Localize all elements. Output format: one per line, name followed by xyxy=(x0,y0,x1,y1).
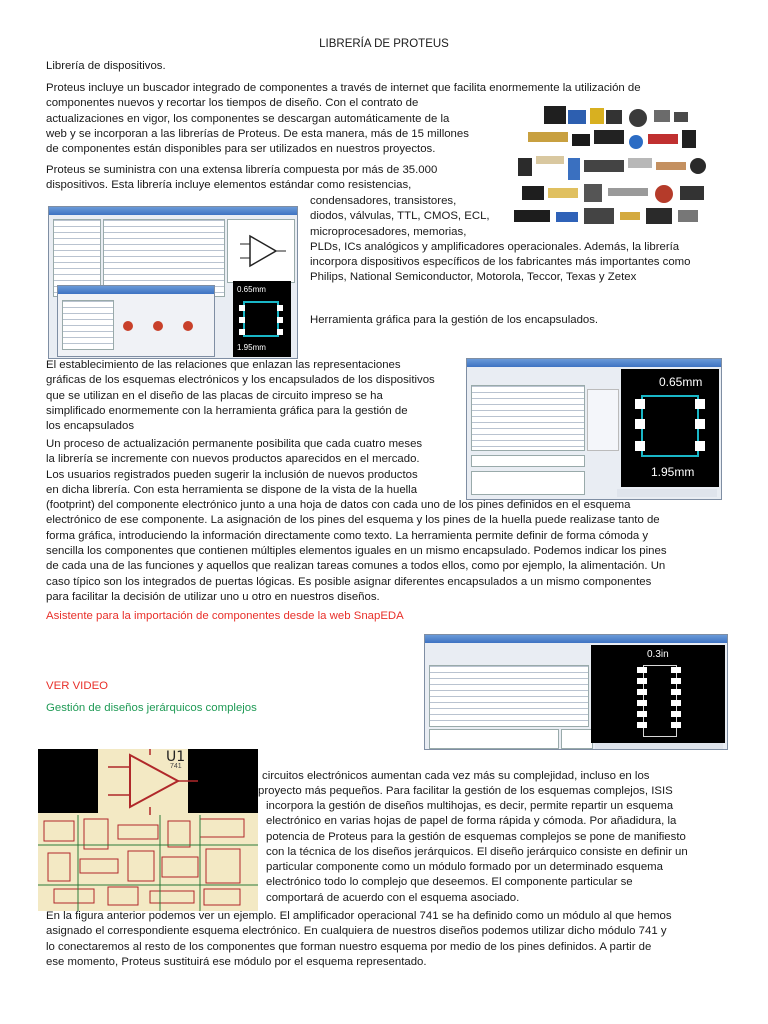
text-line: microprocesadores, memorias, xyxy=(310,225,467,238)
footprint-view xyxy=(591,645,725,743)
paragraph-library-size xyxy=(46,163,502,194)
library-browser-screenshot xyxy=(48,206,298,359)
module-label: U1 xyxy=(166,749,186,765)
paragraph-hierarchical-design xyxy=(258,769,727,800)
text-line: potencia de Proteus para la gestión de esquemas complejos se pone de manifiesto xyxy=(266,830,686,843)
text-line: forma gráfica, introduciendo la información directamente como texto. La herramienta permite definir de forma cómoda y xyxy=(46,529,649,542)
text-line: electrónico todo lo complejo que deseemos. El componente particular se xyxy=(266,876,633,889)
dimension-label: 0.65mm xyxy=(237,285,266,294)
text-line: incorpora la gestión de diseños multihojas, es decir, permite repartir un esquema xyxy=(266,800,674,812)
dialog-buttons xyxy=(595,743,723,749)
dimension-label: 1.95mm xyxy=(651,465,695,479)
text-line: Philips, National Semiconductor, Motorola, Teccor, Texas y Zetex xyxy=(310,271,637,284)
text-line: gráficas de los esquemas electrónicos y los encapsulados de los dispositivos xyxy=(46,374,435,387)
section-heading-package-tool: Herramienta gráfica para la gestión de los encapsulados. xyxy=(310,314,599,326)
text-line: condensadores, transistores, xyxy=(310,195,457,207)
package-dialog xyxy=(57,285,215,357)
paragraph-hierarchical-design-cont xyxy=(266,799,723,906)
text-line: dispositivos. Esta librería incluye elementos estándar como resistencias, xyxy=(46,179,412,192)
text-line: actualizaciones en vigor, los componentes se descargan automáticamente de la xyxy=(46,112,450,125)
text-line: Los usuarios registrados pueden sugerir la inclusión de nuevos productos xyxy=(46,468,418,481)
text-line: lo conectaremos al resto de los componentes que forman nuestro esquema por medio de los pines definidos. A partir de xyxy=(46,940,652,953)
symbol-preview xyxy=(227,219,295,283)
text-line: caso típico son los integrados de puertas lógicas. Es posible asignar diferentes encapsulados a un mismo componentes xyxy=(46,575,652,588)
dimension-label: 0.65mm xyxy=(659,375,703,389)
text-line: sencilla los componentes que contienen múltiples elementos iguales en un mismo encapsulado. Podemos indicar los pines xyxy=(46,545,667,558)
text-line: en dicha librería. Con esta herramienta se dispone de la vista de la huella xyxy=(46,483,418,496)
text-line: con la técnica de los diseños jerárquicos. El diseño jerárquico consiste en definir un xyxy=(266,845,688,858)
gate-field xyxy=(561,729,593,749)
text-line: En la figura anterior podemos ver un ejemplo. El amplificador operacional 741 se ha definido como un módulo al que hemos xyxy=(46,910,672,922)
footprint-preview xyxy=(233,281,291,357)
dimension-label: 1.95mm xyxy=(237,343,266,352)
dimension-label: 0.3in xyxy=(647,649,669,660)
text-line: incorpora dispositivos específicos de los fabricantes más importantes como xyxy=(310,256,691,269)
text-line: que se utilizan en el diseño de las placas de circuito impreso se ha xyxy=(46,389,383,402)
text-line: (footprint) del componente electrónico junto a una hoja de datos con cada uno de los pines definidos en el esquema xyxy=(46,499,631,512)
text-line: electrónico de ese componente. La asignación de los pines del esquema y los pines de la huella puede realizase tanto de xyxy=(46,514,660,527)
gates-list xyxy=(429,729,559,749)
text-line: El establecimiento de las relaciones que enlazan las representaciones xyxy=(46,359,401,371)
text-line: PLDs, ICs analógicos y amplificadores operacionales. Además, la librería xyxy=(310,240,680,253)
paragraph-example-741 xyxy=(46,909,723,970)
section-heading-library: Librería de dispositivos. xyxy=(46,60,166,72)
package-options xyxy=(118,316,208,336)
text-line: componentes nuevos y recortar los tiempos de diseño. Con el contrato de xyxy=(46,97,419,110)
section-heading-hierarchical: Gestión de diseños jerárquicos complejos xyxy=(46,702,257,714)
text-line: particular componente como un módulo formado por un determinado esquema xyxy=(266,861,664,874)
text-line: proyecto más pequeños. Para facilitar la gestión de los esquemas complejos, ISIS xyxy=(258,785,673,798)
text-line: circuitos electrónicos aumentan cada vez más su complejidad, incluso en los xyxy=(262,770,650,782)
text-line: comportará de acuerdo con el esquema asociado. xyxy=(266,891,520,904)
text-line: web y se incorporan a las librerías de Proteus. De esta manera, más de 15 millones xyxy=(46,127,469,140)
text-line: diodos, válvulas, TTL, CMOS, ECL, xyxy=(310,210,490,223)
text-line: electrónico en varias hojas de papel de forma rápida y cómoda. Por añadidura, la xyxy=(266,815,677,828)
text-line: para facilitar la decisión de utilizar uno u otro en nuestros diseños. xyxy=(46,590,380,603)
text-line: de cada una de las funciones y aquellos que realizan tareas comunes a todos ellos, como por ejemplo, la alimentación. Un xyxy=(46,560,666,573)
text-line: Proteus incluye un buscador integrado de componentes a través de internet que facilita enormemente la utilización de xyxy=(46,82,641,94)
schematic-drawing xyxy=(38,749,258,911)
text-line: los encapsulados xyxy=(46,420,135,433)
paragraph-library-size-cont xyxy=(310,194,722,286)
packager-dialog-screenshot xyxy=(424,634,728,750)
paragraph-package-relations xyxy=(46,358,456,434)
snapeda-import-link[interactable]: Asistente para la importación de componentes desde la web SnapEDA xyxy=(46,610,404,622)
footprint-outline xyxy=(243,301,279,337)
text-line: simplificado enormemente con la herramienta gráfica para la gestión de xyxy=(46,404,408,417)
hierarchical-schematic-image xyxy=(38,749,258,911)
text-line: asignado el correspondiente esquema electrónico. En cualquiera de nuestros diseños podemos utilizar dicho módulo 741 y xyxy=(46,925,667,938)
watch-video-link[interactable]: VER VIDEO xyxy=(46,680,109,692)
page-title: LIBRERÍA DE PROTEUS xyxy=(319,38,449,50)
pin-table xyxy=(429,665,589,727)
package-list xyxy=(62,300,114,350)
text-line: ese momento, Proteus sustituirá ese módulo por el esquema representado. xyxy=(46,955,427,968)
text-line: de componentes están disponibles para ser utilizados en nuestros proyectos. xyxy=(46,143,436,156)
paragraph-updates xyxy=(46,437,723,605)
text-line: Proteus se suministra con una extensa librería compuesta por más de 35.000 xyxy=(46,164,438,176)
text-line: Un proceso de actualización permanente posibilita que cada cuatro meses xyxy=(46,438,423,450)
text-line: la librería se incremente con nuevos productos aparecidos en el mercado. xyxy=(46,453,420,466)
module-sublabel: 741 xyxy=(170,763,182,770)
